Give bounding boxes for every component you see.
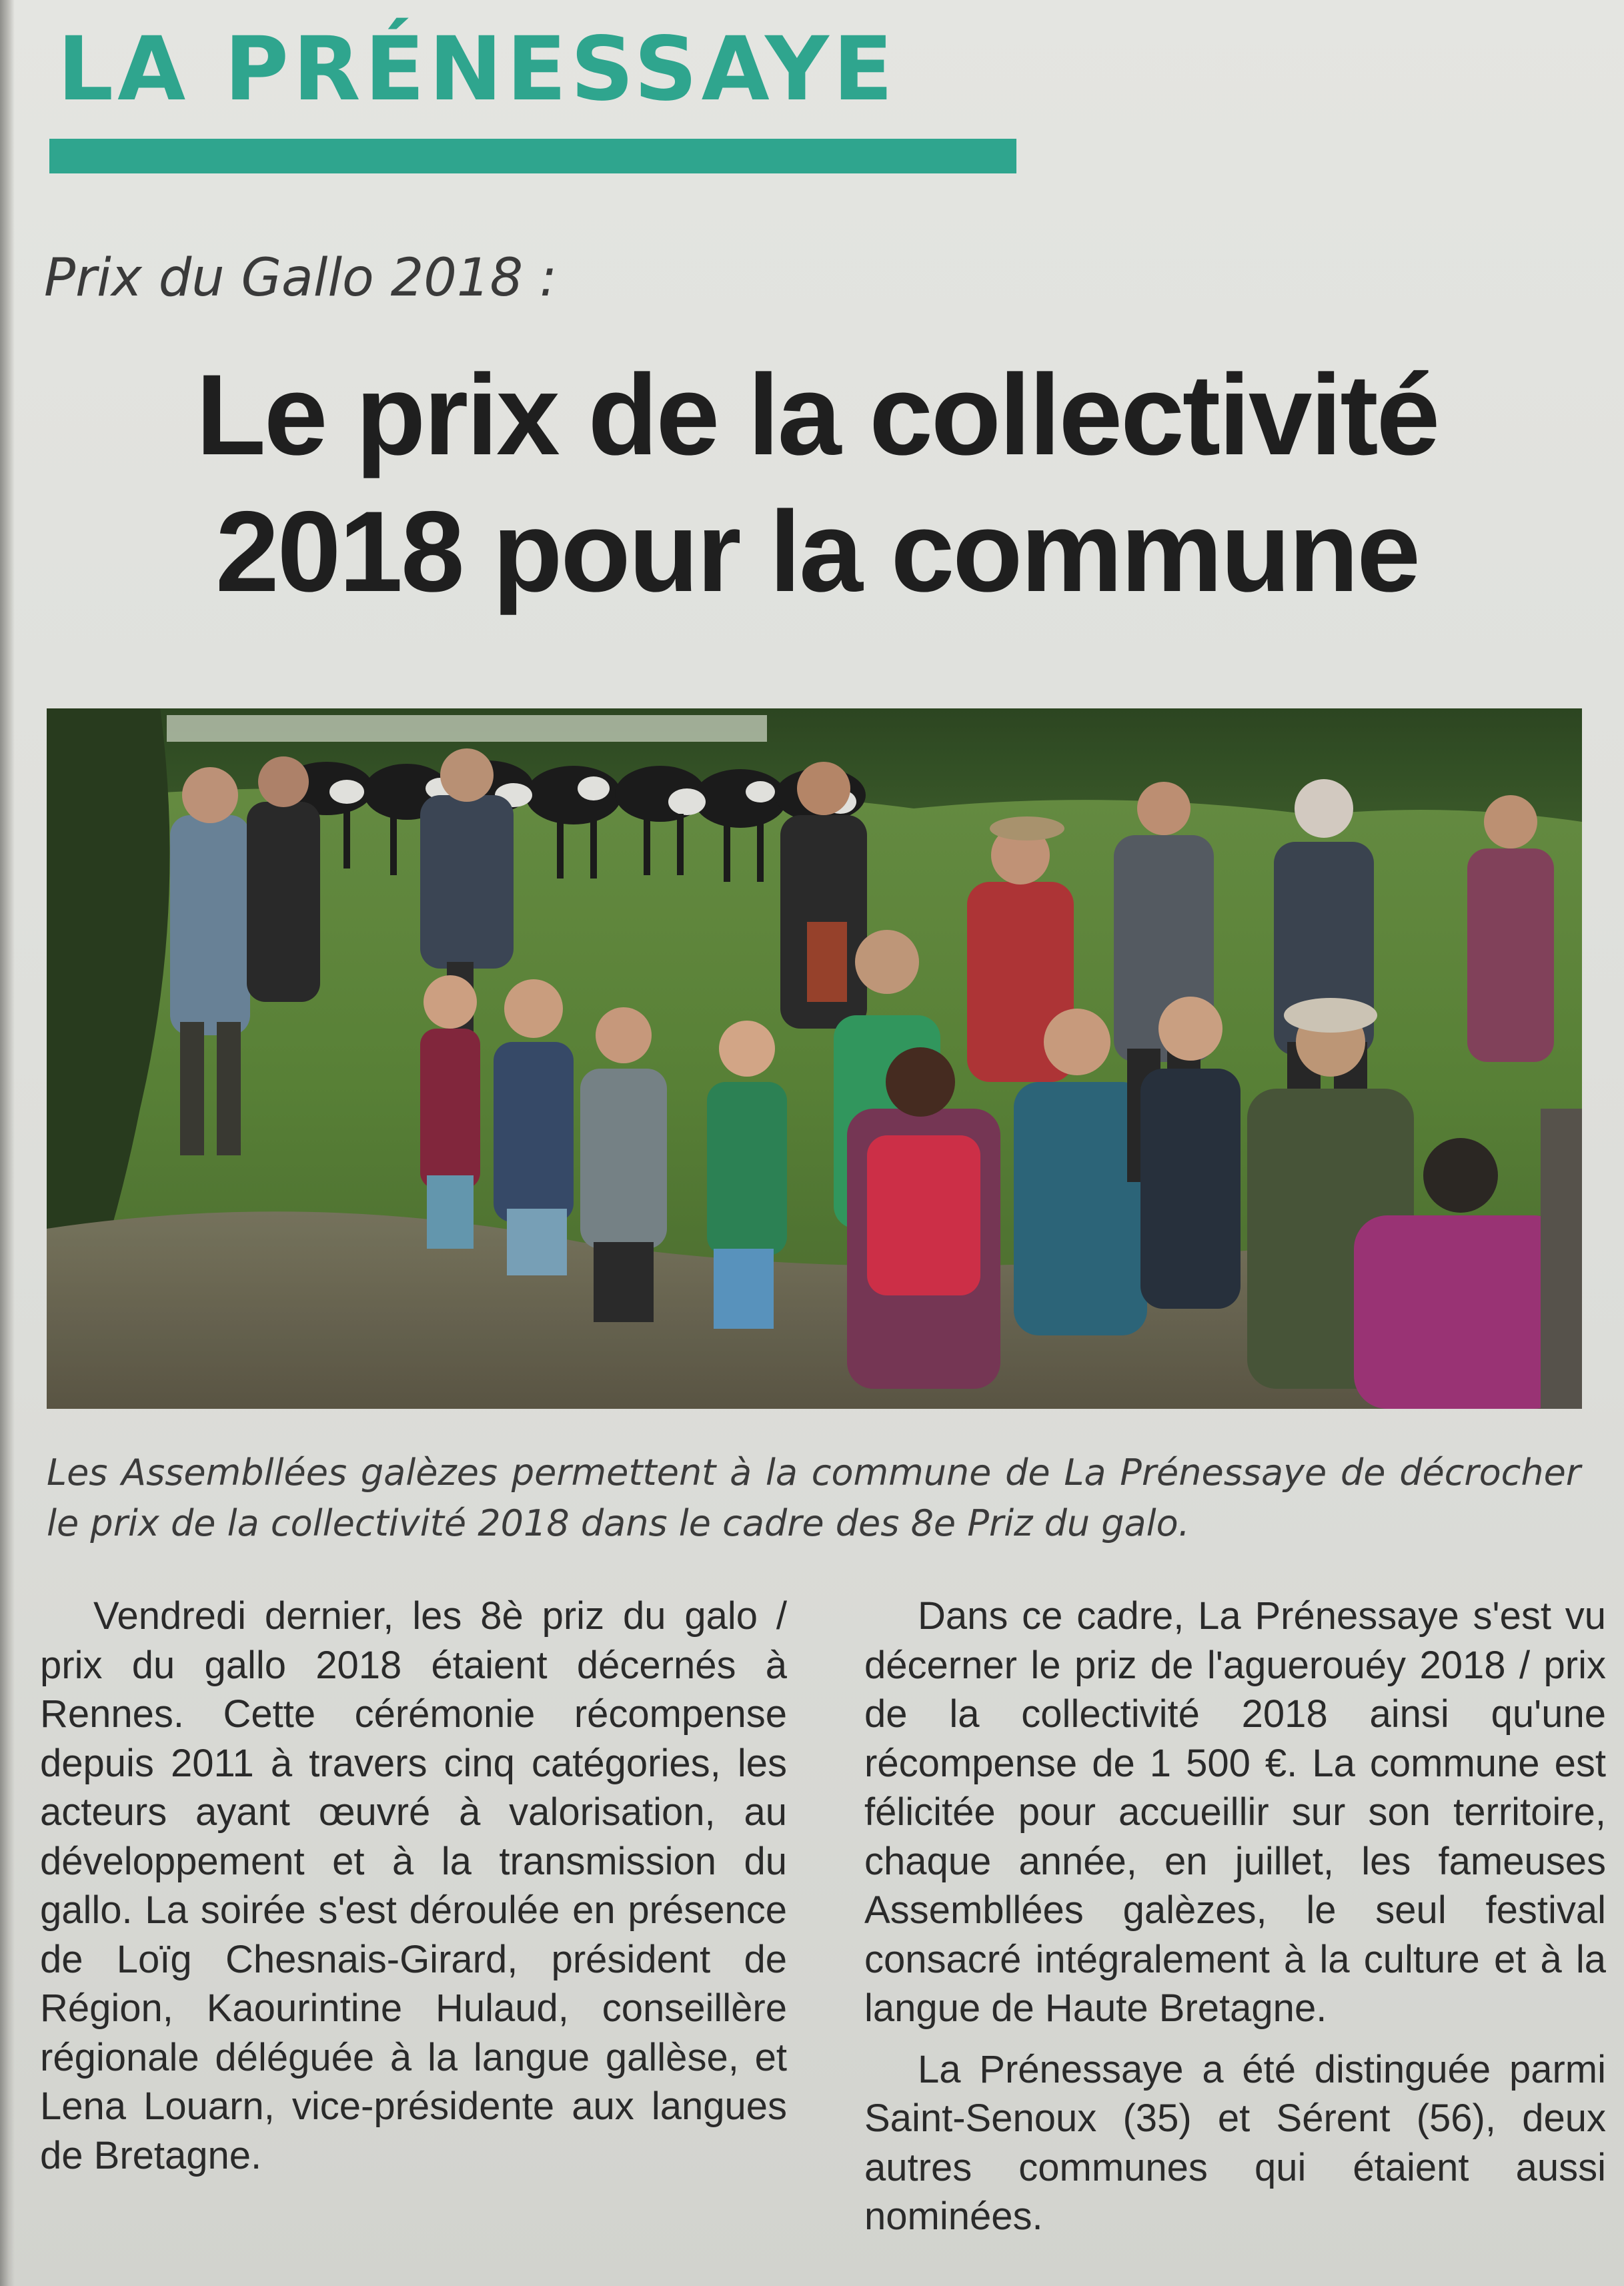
page-edge-shadow [0, 0, 15, 2286]
paragraph-1: Vendredi dernier, les 8è priz du galo / prix du gallo 2018 étaient décernés à Rennes. Cette cérémonie récompense depuis 2011 à travers cinq catégories, les acteurs ayant œuvré à valorisation, au développement et à la transmission du gallo. La soirée s'est déroulée en présence de Loïg Chesnais-Girard, président de Région, Kaourintine Hulaud, conseillère régionale déléguée à la langue gallèse, et Lena Louarn, vice-présidente aux langues de Bretagne. [40, 1594, 787, 2177]
article-kicker: Prix du Gallo 2018 : [44, 248, 558, 308]
headline-line-1: Le prix de la collectivité [195, 351, 1439, 479]
article-column-right [864, 1592, 1606, 2238]
headline-line-2: 2018 pour la commune [215, 488, 1419, 616]
paragraph-2: Dans ce cadre, La Prénessaye s'est vu décerner le priz de l'aguerouéy 2018 / prix de la collectivité 2018 ainsi qu'une récompense de 1 500 €. La commune est félicitée pour accueillir sur son territoire, chaque année, en juillet, les fameuses Assembllées galèzes, le seul festival consacré intégralement à la culture et à la langue de Haute Bretagne. [864, 1594, 1606, 2030]
paragraph-3: La Prénessaye a été distinguée parmi Saint-Senoux (35) et Sérent (56), deux autres communes qui étaient aussi nominées. [864, 2047, 1606, 2238]
article-photo [47, 708, 1582, 1409]
article-column-left [40, 1592, 787, 2212]
section-rule [49, 139, 1016, 173]
article-headline [40, 347, 1594, 627]
photo-group-in-field [47, 708, 1582, 1409]
section-title: LA PRÉNESSAYE [57, 18, 897, 121]
photo-caption: Les Assembllées galèzes permettent à la commune de La Prénessaye de décrocher le prix de la collectivité 2018 dans le cadre des 8e Priz du galo. [47, 1452, 1581, 1544]
